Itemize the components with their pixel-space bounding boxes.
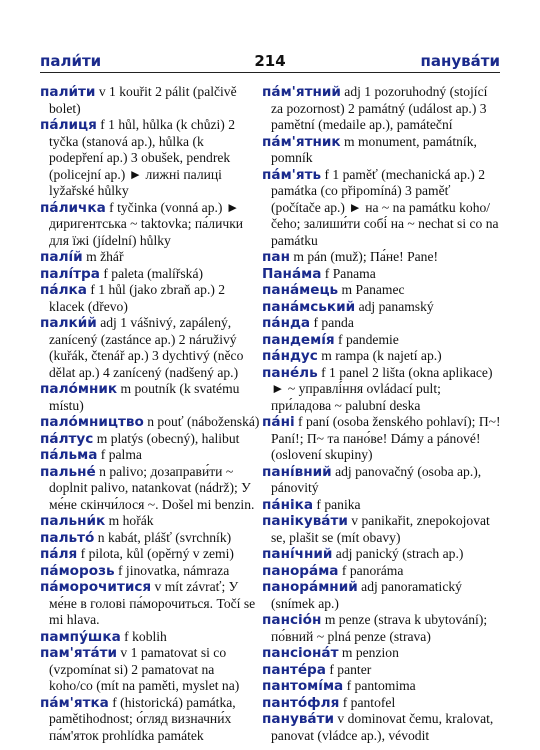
entry-body: f palma	[97, 447, 142, 462]
entry-headword: па́м'ятник	[262, 133, 341, 150]
entry-body: m pán (muž); Па́не! Pane!	[289, 249, 439, 264]
dictionary-entry	[40, 546, 260, 563]
dictionary-entry	[262, 84, 502, 134]
entry-body: adj panamský	[355, 298, 434, 314]
dictionary-entry	[40, 530, 260, 547]
entry-headword: па́м'ятка	[40, 694, 109, 711]
entry-body: v dominovat čemu, kralovat, panovat (vládce ap.), vévodit	[271, 711, 494, 743]
dictionary-entry	[40, 266, 260, 283]
entry-headword: панто́фля	[262, 694, 340, 711]
right-column	[262, 84, 502, 744]
entry-body: v 1 pamatovat si co (vzpomínat si) 2 pamatovat na koho/co (mít na paměti, myslet na)	[49, 645, 240, 693]
dictionary-entry	[40, 464, 260, 514]
entry-headword: панора́ма	[262, 562, 339, 579]
entry-body: m hořák	[105, 513, 154, 528]
dictionary-entry	[262, 299, 502, 316]
entry-body: f pantomima	[343, 678, 416, 693]
dictionary-entry	[40, 645, 260, 695]
entry-body: f 1 hůl (jako zbraň ap.) 2 klacek (dřevo)	[49, 282, 226, 314]
entry-headword: пало́мник	[40, 381, 118, 397]
entry-body: f paleta (malířská)	[99, 265, 204, 281]
entry-body: adj panovačný (osoba ap.), pánovitý	[271, 463, 482, 495]
entry-body: m platýs (obecný), halibut	[93, 430, 240, 446]
entry-body: f pilota, kůl (opěrný v zemi)	[77, 546, 234, 561]
entry-headword: пансіона́т	[262, 645, 339, 661]
dictionary-entry	[262, 134, 502, 167]
entry-headword: па́личка	[40, 199, 106, 216]
entry-body: v panikařit, znepokojovat se, plašit se (mít obavy)	[271, 513, 490, 545]
entry-body: f panda	[310, 315, 354, 330]
entry-headword: Пана́ма	[262, 265, 322, 282]
dictionary-entry	[262, 546, 502, 563]
entry-headword: пана́мець	[262, 282, 339, 298]
entry-body: adj 1 pozoruhodný (stojící za pozornost) 2 památný (událost ap.) 3 pamětní (medaile ap.), památeční	[271, 84, 488, 132]
dictionary-entry	[40, 84, 260, 117]
entry-headword: па́ні	[262, 414, 295, 430]
entry-headword: палки́й	[40, 315, 97, 331]
page-number: 214	[254, 52, 286, 70]
entry-body: m penze (strava k ubytování); по́вний ~ plná penze (strava)	[271, 612, 488, 644]
entry-headword: пам'ята́ти	[40, 645, 118, 661]
entry-body: n palivo; дозаправи́ти ~ doplnit palivo, natankovat (nádrž); У ме́не скінчи́лося ~. Došel mi benzin.	[49, 463, 255, 512]
entry-body: adj panický (strach ap.)	[332, 546, 464, 561]
entry-headword: пана́мський	[262, 298, 356, 315]
entry-body: adj panoramatický (snímek ap.)	[271, 579, 462, 611]
entry-body: f 1 paměť (mechanická ap.) 2 památka (co připomíná) 3 paměť (počítače ap.) ► на ~ na památku koho/čeho; залиши́ти собі́ на ~ nechat si co na památku	[271, 166, 499, 248]
dictionary-entry	[40, 579, 260, 629]
header-rule	[40, 72, 500, 73]
dictionary-entry	[40, 431, 260, 448]
dictionary-entry	[40, 563, 260, 580]
entry-body: m poutník (k svatému místu)	[49, 381, 240, 413]
dictionary-entry	[262, 662, 502, 679]
entry-headword: пансіо́н	[262, 612, 322, 628]
entry-headword: па́нда	[262, 315, 311, 331]
header-right-guideword: панува́ти	[420, 52, 500, 70]
dictionary-entry	[262, 678, 502, 695]
entry-headword: пало́мництво	[40, 414, 144, 430]
dictionary-entry	[262, 579, 502, 612]
entry-body: f Panama	[321, 265, 376, 281]
entry-headword: пандемі́я	[262, 331, 335, 348]
entry-headword: панікува́ти	[262, 513, 348, 529]
dictionary-entry	[262, 332, 502, 349]
dictionary-entry	[40, 513, 260, 530]
dictionary-entry	[262, 711, 502, 744]
dictionary-entry	[262, 249, 502, 266]
dictionary-entry	[40, 629, 260, 646]
entry-headword: панте́ра	[262, 661, 326, 678]
entry-headword: па́лтус	[40, 430, 94, 447]
dictionary-entry	[262, 167, 502, 250]
entry-body: f panika	[313, 496, 361, 512]
entry-body: f jinovatka, námraza	[114, 562, 230, 578]
entry-headword: пан	[262, 249, 290, 265]
entry-headword: па́ніка	[262, 496, 314, 513]
entry-body: v 1 kouřit 2 pálit (palčivě bolet)	[49, 84, 237, 116]
dictionary-entry	[40, 117, 260, 200]
entry-body: f pantofel	[339, 694, 396, 710]
entry-headword: панува́ти	[262, 711, 334, 727]
entry-headword: па́морозь	[40, 562, 115, 579]
entry-headword: пантомі́ма	[262, 678, 344, 694]
entry-body: f tyčinka (vonná ap.) ► диригентська ~ taktovka; па́лички для їжі (jídelní) hůlky	[49, 199, 244, 248]
dictionary-entry	[262, 612, 502, 645]
entry-headword: пальни́к	[40, 513, 106, 529]
entry-headword: па́морочитися	[40, 579, 152, 595]
entry-body: m žhář	[82, 249, 124, 264]
entry-headword: па́ля	[40, 546, 78, 562]
dictionary-entry	[262, 348, 502, 365]
entry-headword: па́льма	[40, 447, 98, 463]
entry-headword: пане́ль	[262, 364, 318, 381]
dictionary-entry	[40, 695, 260, 745]
entry-headword: пампу́шка	[40, 628, 121, 645]
dictionary-entry	[40, 249, 260, 266]
entry-body: f panter	[325, 661, 372, 677]
entry-body: m rampa (k najetí ap.)	[317, 348, 442, 363]
entry-headword: панора́мний	[262, 579, 358, 595]
entry-body: f paní (osoba ženského pohlaví); П~! Paní!; П~ та пано́ве! Dámy a pánové! (oslovení skupiny)	[271, 414, 501, 462]
dictionary-entry	[40, 315, 260, 381]
entry-body: f pandemie	[334, 331, 399, 347]
entry-body: adj 1 vášnivý, zapálený, zanícený (zastánce ap.) 2 náruživý (kuřák, čtenář ap.) 3 dychtivý (něco dělat ap.) 4 zanícený (nadšený ap.)	[49, 315, 244, 380]
entry-headword: пальто́	[40, 529, 95, 546]
entry-headword: пальне́	[40, 463, 96, 480]
entry-body: f (historická) památka, pamětihodnost; о́гляд визначни́х па́м'яток prohlídka památek	[49, 694, 236, 743]
entry-headword: па́ндус	[262, 348, 318, 364]
left-column	[40, 84, 260, 744]
dictionary-entry	[262, 315, 502, 332]
dictionary-entry	[262, 563, 502, 580]
dictionary-entry	[262, 365, 502, 415]
header-left-guideword: пали́ти	[40, 52, 102, 70]
dictionary-entry	[40, 282, 260, 315]
dictionary-entry	[40, 200, 260, 250]
entry-headword: пали́ти	[40, 84, 96, 100]
entry-headword: палі́й	[40, 249, 83, 265]
entry-headword: па́лиця	[40, 117, 97, 133]
entry-headword: па́м'ять	[262, 166, 322, 183]
dictionary-entry	[262, 645, 502, 662]
dictionary-entry	[262, 695, 502, 712]
dictionary-entry	[262, 513, 502, 546]
entry-body: m Panamec	[338, 282, 405, 297]
entry-headword: па́м'ятний	[262, 84, 341, 100]
entry-body: f 1 panel 2 lišta (okna aplikace) ► ~ управлі́ння ovládací pult; при́ладова ~ palubní deska	[271, 364, 493, 413]
dictionary-entry	[262, 282, 502, 299]
dictionary-entry	[40, 381, 260, 414]
entry-headword: пані́вний	[262, 463, 332, 480]
entry-body: f panoráma	[338, 562, 404, 578]
entry-headword: палі́тра	[40, 265, 100, 282]
page-header	[40, 52, 500, 72]
dictionary-entry	[262, 497, 502, 514]
dictionary-entry	[262, 464, 502, 497]
entry-body: n pouť (náboženská)	[143, 414, 260, 429]
entry-body: f koblih	[120, 628, 167, 644]
dictionary-entry	[40, 447, 260, 464]
entry-body: m monument, památník, pomník	[271, 133, 477, 165]
entry-headword: па́лка	[40, 282, 87, 298]
entry-body: m penzion	[338, 645, 399, 660]
dictionary-entry	[262, 414, 502, 464]
entry-body: n kabát, plášť (svrchník)	[94, 529, 232, 545]
dictionary-entry	[262, 266, 502, 283]
dictionary-entry	[40, 414, 260, 431]
entry-headword: пані́чний	[262, 546, 333, 562]
entry-body: f 1 hůl, hůlka (k chůzi) 2 tyčka (stanová ap.), hůlka (k podepření ap.) 3 obušek, pendrek (policejní ap.) ► лижні палиці lyžařské hůlky	[49, 117, 236, 198]
entry-body: v mít závrať; У ме́не в голові па́морочиться. Točí se mi hlava.	[49, 579, 256, 627]
